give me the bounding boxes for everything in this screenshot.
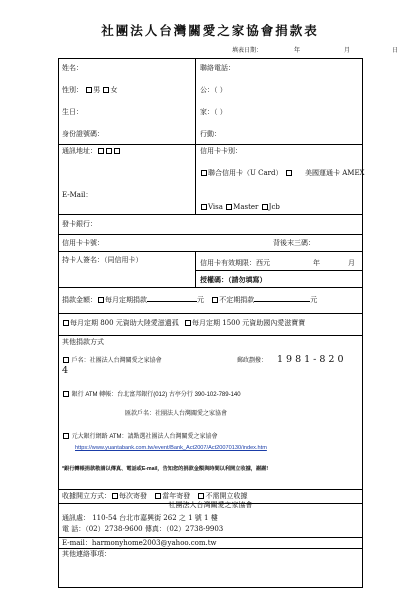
gender-label: 性別： <box>62 86 83 94</box>
ucard-label: 聯合信用卡（U Card） <box>208 169 283 177</box>
receipt-label: 收據開立方式： <box>62 492 111 500</box>
org-address: 通訊處： 110-54 台北市嘉興街 262 之 1 號 1 樓 <box>62 514 218 522</box>
zip-box-1[interactable] <box>98 148 104 154</box>
date-year: 年 <box>294 47 301 54</box>
opt800-checkbox[interactable] <box>63 320 69 326</box>
master-label: Master <box>233 203 259 211</box>
receipt-each-checkbox[interactable] <box>112 493 118 499</box>
name-label: 姓名： <box>62 64 83 72</box>
issuing-bank-field[interactable]: 發卡銀行： <box>62 220 97 228</box>
postal-account-name: 戶名：社團法人台灣關愛之家協會 <box>71 358 162 364</box>
ucard-checkbox[interactable] <box>201 170 207 176</box>
other-methods-header: 其他捐款方式 <box>62 338 104 346</box>
date-month: 月 <box>344 47 351 54</box>
once-label: 不定期捐款 <box>219 296 255 304</box>
atm-checkbox[interactable] <box>63 391 69 397</box>
gender-field <box>62 86 117 94</box>
zip-box-2[interactable] <box>106 148 112 154</box>
postal-row <box>62 357 162 365</box>
org-phone: 電 話：（02）2738-9600 傳真：（02）2738-9903 <box>62 525 224 533</box>
org-name: 社團法人台灣關愛之家協會 <box>168 501 253 509</box>
receipt-each-label: 每次寄發 <box>119 492 147 500</box>
other-notes-field[interactable]: 其他連絡事項： <box>62 550 111 558</box>
id-number-field[interactable]: 身份證號碼： <box>62 130 104 138</box>
atm-label: 銀行 ATM 轉帳：台北富邦銀行(012) 古亭分行 390-102-789-140 <box>71 392 241 398</box>
yuanta-checkbox[interactable] <box>63 433 69 439</box>
card-type-row2 <box>200 203 280 211</box>
atm-account-name: 匯款戶名：社團法人台灣關愛之家協會 <box>125 411 228 417</box>
office-phone-field[interactable]: 公：（ ） <box>200 86 227 94</box>
zip-box-3[interactable] <box>114 148 120 154</box>
date-label: 填表日期： <box>232 47 263 54</box>
female-label: 女 <box>110 86 118 94</box>
male-checkbox[interactable] <box>86 87 92 93</box>
email-field[interactable]: E-Mail： <box>62 191 93 199</box>
expiry-label: 信用卡有效期限：西元 <box>200 259 270 267</box>
contact-phone-label: 聯絡電話： <box>200 64 235 72</box>
visa-label: Visa <box>208 203 223 211</box>
birthday-field[interactable]: 生日： <box>62 108 83 116</box>
amex-label: 美國運通卡 AMEX <box>305 169 365 177</box>
postal-checkbox[interactable] <box>63 357 69 363</box>
yuanta-label: 元大銀行網路 ATM：請點選社團法人台灣關愛之家協會 <box>71 434 218 440</box>
receipt-yearly-checkbox[interactable] <box>155 493 161 499</box>
fixed-options-row <box>62 319 305 327</box>
visa-checkbox[interactable] <box>201 204 207 210</box>
authorization-code-field: 授權碼：（請勿填寫） <box>200 275 267 284</box>
receipt-yearly-label: 當年寄發 <box>162 492 191 500</box>
address-label: 通訊地址： <box>62 147 97 155</box>
master-checkbox[interactable] <box>226 204 232 210</box>
address-field[interactable] <box>62 147 121 155</box>
once-unit: 元 <box>310 296 318 304</box>
mobile-field[interactable]: 行動： <box>200 130 221 138</box>
jcb-label: Jcb <box>268 203 280 211</box>
monthly-unit: 元 <box>197 296 204 304</box>
receipt-row <box>62 492 247 500</box>
cardholder-signature-field[interactable]: 持卡人簽名：（同信用卡） <box>62 256 143 264</box>
male-label: 男 <box>93 86 101 94</box>
form-title: 社團法人台灣關愛之家協會捐款表 <box>101 23 319 38</box>
amex-checkbox[interactable] <box>286 170 292 176</box>
donation-form-table <box>58 58 363 588</box>
card-number-field[interactable]: 信用卡卡號： <box>62 239 104 247</box>
amount-row <box>62 295 317 304</box>
monthly-label: 每月定期捐款 <box>105 296 147 304</box>
card-last3-field[interactable]: 背後末三碼： <box>273 239 315 247</box>
opt1500-checkbox[interactable] <box>185 320 191 326</box>
amount-label: 捐款金額： <box>62 296 97 304</box>
transfer-note: *銀行轉帳捐款敬請以傳真、電話或E-mail，告知您的捐款金額與時間以利開立收據，謝謝! <box>62 466 269 472</box>
receipt-none-label: 不需開立收據 <box>205 492 248 500</box>
female-checkbox[interactable] <box>103 87 109 93</box>
atm-row <box>62 391 241 399</box>
expiry-month: 月 <box>348 259 355 267</box>
home-phone-field[interactable]: 家：（ ） <box>200 108 227 116</box>
postal-number-tail: 4 <box>62 365 72 376</box>
yuanta-link[interactable]: https://www.yuantabank.com.tw/event/Bank_Act2007/Act20070130/index.htm <box>75 445 267 451</box>
card-type-ucard <box>200 169 293 177</box>
monthly-amount-input[interactable] <box>147 295 197 302</box>
yuanta-row <box>62 433 218 441</box>
monthly-checkbox[interactable] <box>98 297 104 303</box>
opt1500-label: 每月定期 1500 元資助國內愛滋寶寶 <box>192 319 306 327</box>
once-checkbox[interactable] <box>212 297 218 303</box>
expiry-year: 年 <box>313 259 320 267</box>
once-amount-input[interactable] <box>254 295 310 302</box>
postal-number-label: 郵政劃撥： <box>237 358 268 364</box>
card-expiry-field[interactable] <box>200 259 355 267</box>
receipt-none-checkbox[interactable] <box>198 493 204 499</box>
opt800-label: 每月定期 800 元資助大陸愛滋遺孤 <box>70 319 179 327</box>
org-email: E-mail：harmonyhome2003@yahoo.com.tw <box>62 539 217 547</box>
date-day: 日 <box>392 47 399 54</box>
card-type-label: 信用卡卡別： <box>200 147 242 155</box>
jcb-checkbox[interactable] <box>262 204 268 210</box>
postal-number: 1981-820 <box>277 354 347 365</box>
